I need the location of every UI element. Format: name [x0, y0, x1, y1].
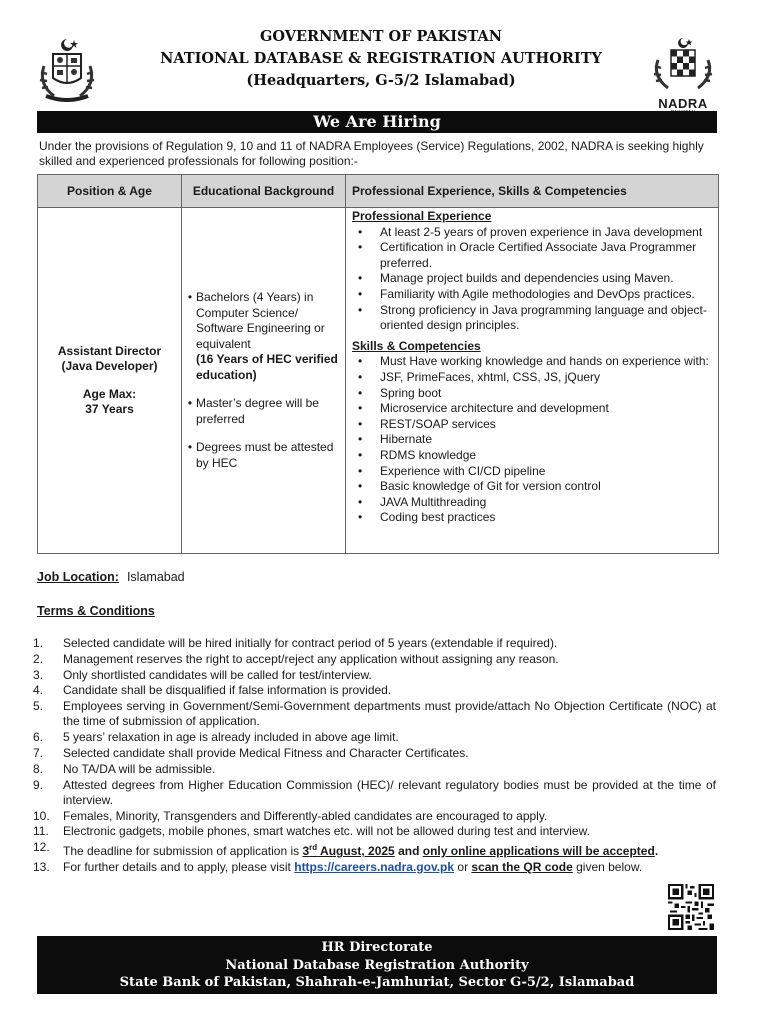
- term-text: Management reserves the right to accept/reject any application without assigning any reason.: [63, 651, 559, 666]
- experience-item: Strong proficiency in Java programming language and object-oriented design principles.: [380, 302, 707, 333]
- term-number: 11.: [33, 824, 49, 839]
- list-item: [33, 636, 716, 651]
- term-text-deadline: [63, 840, 716, 859]
- bullet-icon: •: [358, 354, 363, 369]
- list-item: [33, 809, 716, 824]
- bullet-icon: •: [358, 463, 363, 478]
- term-text: Females, Minority, Transgenders and Differently-abled candidates are encouraged to apply.: [63, 808, 548, 823]
- bullet-icon: •: [187, 396, 193, 410]
- experience-item: Certification in Oracle Certified Associate Java Programmer preferred.: [380, 240, 697, 270]
- apply-end: given below.: [572, 859, 643, 874]
- term-number: 5.: [33, 699, 44, 714]
- job-location-value: Islamabad: [126, 570, 185, 584]
- header-government-title: GOVERNMENT OF PAKISTAN: [260, 28, 502, 45]
- nadra-logo-text: NADRA: [658, 96, 708, 111]
- list-item: [352, 225, 716, 241]
- bullet-icon: •: [187, 440, 193, 454]
- skill-item: Microservice architecture and development: [380, 401, 609, 416]
- list-item: [33, 778, 716, 808]
- skill-item: Experience with CI/CD pipeline: [380, 463, 546, 478]
- list-item: [33, 668, 716, 683]
- list-item: [352, 370, 716, 386]
- apply-pre: For further details and to apply, please visit: [63, 859, 295, 874]
- list-item: [352, 401, 716, 417]
- age-value: 37 Years: [85, 402, 134, 416]
- list-item: [33, 824, 716, 839]
- intro-paragraph: Under the provisions of Regulation 9, 10 and 11 of NADRA Employees (Service) Regulations, 2002, NADRA is seeking highly skilled and experienced professionals for following position:-: [39, 139, 704, 168]
- bullet-icon: •: [358, 224, 363, 239]
- skill-item: Coding best practices: [380, 510, 496, 525]
- government-emblem-icon: [36, 36, 98, 102]
- deadline-mid: and: [394, 844, 423, 859]
- document-header: [0, 26, 762, 111]
- term-text: Candidate shall be disqualified if false information is provided.: [63, 683, 392, 698]
- experience-subheading: Professional Experience: [352, 209, 492, 223]
- bullet-icon: •: [358, 447, 363, 462]
- bullet-icon: •: [358, 401, 363, 416]
- qr-code-icon[interactable]: [668, 884, 714, 930]
- terms-list: [33, 636, 716, 876]
- position-table: [37, 174, 719, 554]
- list-item: [352, 432, 716, 448]
- list-item: [33, 746, 716, 761]
- footer-organization: National Database Registration Authority: [225, 957, 529, 973]
- term-number: 4.: [33, 683, 44, 698]
- skills-list: [352, 354, 716, 526]
- list-item: [352, 303, 716, 334]
- education-cell: [182, 208, 346, 554]
- terms-heading: Terms & Conditions: [37, 604, 155, 618]
- deadline-month-year: August, 2025: [317, 844, 395, 859]
- list-item: [33, 699, 716, 729]
- term-text: Selected candidate shall provide Medical Fitness and Character Certificates.: [63, 745, 469, 760]
- bullet-icon: •: [358, 240, 363, 255]
- job-location-label: Job Location:: [37, 570, 119, 584]
- bullet-icon: •: [358, 432, 363, 447]
- education-item-text: Degrees must be attested by HEC: [196, 440, 334, 470]
- list-item: [352, 495, 716, 511]
- list-item: [352, 354, 716, 370]
- list-item: [184, 396, 341, 427]
- header-education: Educational Background: [182, 175, 346, 208]
- experience-item: Familiarity with Agile methodologies and DevOps practices.: [380, 286, 695, 301]
- list-item: [33, 683, 716, 698]
- term-number: 7.: [33, 745, 44, 760]
- skill-item: Spring boot: [380, 385, 442, 400]
- list-item: [352, 479, 716, 495]
- skill-item: JAVA Multithreading: [380, 494, 487, 509]
- bullet-icon: •: [358, 416, 363, 431]
- term-text: Attested degrees from Higher Education Commission (HEC)/ relevant regulatory bodies must be provided at the time of interview.: [63, 777, 716, 807]
- deadline-date: [302, 844, 394, 858]
- table-header-row: [38, 175, 719, 208]
- bullet-icon: •: [358, 302, 363, 317]
- header-office-location: (Headquarters, G-5/2 Islamabad): [246, 72, 516, 89]
- deadline-day: 3: [302, 844, 310, 859]
- bullet-icon: •: [358, 271, 363, 286]
- list-item: [33, 860, 716, 875]
- term-number: 2.: [33, 651, 44, 666]
- experience-list: [352, 225, 716, 334]
- list-item: [352, 287, 716, 303]
- list-item: [352, 417, 716, 433]
- term-text: Selected candidate will be hired initially for contract period of 5 years (extendable if required).: [63, 636, 558, 650]
- footer-department: HR Directorate: [321, 940, 433, 955]
- skill-item: Basic knowledge of Git for version control: [380, 479, 601, 494]
- term-number: 1.: [33, 636, 44, 650]
- term-text: Electronic gadgets, mobile phones, smart watches etc. will not be allowed during test and interview.: [63, 824, 590, 839]
- bullet-icon: •: [358, 286, 363, 301]
- deadline-day-suffix: rd: [309, 843, 318, 853]
- term-text-apply: [63, 860, 716, 875]
- job-location: [37, 570, 185, 584]
- skill-item: RDMS knowledge: [380, 447, 477, 462]
- list-item: [33, 730, 716, 745]
- skill-item: REST/SOAP services: [380, 416, 496, 431]
- education-item-bold: (16 Years of HEC verified education): [196, 352, 338, 382]
- footer-contact-bar: [37, 936, 717, 994]
- scan-qr-note: scan the QR code: [471, 859, 573, 874]
- list-item: [352, 240, 716, 271]
- term-number: 12.: [33, 840, 50, 855]
- age-label: Age Max:: [82, 387, 137, 401]
- header-authority-title: NATIONAL DATABASE & REGISTRATION AUTHORITY: [160, 50, 602, 67]
- list-item: [33, 762, 716, 777]
- term-number: 9.: [33, 777, 44, 792]
- term-number: 13.: [33, 859, 50, 874]
- experience-item: At least 2-5 years of proven experience in Java development: [380, 224, 703, 239]
- header-position-age: Position & Age: [38, 175, 182, 208]
- term-number: 6.: [33, 730, 44, 745]
- list-item: [352, 464, 716, 480]
- nadra-logo: [646, 36, 720, 110]
- deadline-end: .: [654, 844, 659, 859]
- bullet-icon: •: [358, 369, 363, 384]
- term-number: 3.: [33, 667, 44, 682]
- skill-item: Hibernate: [380, 432, 433, 447]
- careers-link[interactable]: https://careers.nadra.gov.pk: [294, 859, 455, 874]
- list-item: [352, 510, 716, 526]
- header-experience: Professional Experience, Skills & Competencies: [346, 175, 719, 208]
- list-item: [352, 386, 716, 402]
- term-number: 8.: [33, 761, 44, 776]
- experience-item: Manage project builds and dependencies using Maven.: [380, 271, 674, 286]
- position-subtitle: (Java Developer): [61, 359, 158, 373]
- deadline-pre: The deadline for submission of application is: [63, 844, 303, 859]
- bullet-icon: •: [358, 510, 363, 525]
- list-item: [352, 271, 716, 287]
- online-only-note: only online applications will be accepted: [422, 844, 655, 859]
- education-item-text: Bachelors (4 Years) in Computer Science/ Software Engineering or equivalent: [196, 290, 325, 351]
- term-text: No TA/DA will be admissible.: [63, 761, 216, 776]
- list-item: [184, 440, 341, 471]
- experience-cell: [346, 208, 719, 554]
- bullet-icon: •: [358, 479, 363, 494]
- skill-item: JSF, PrimeFaces, xhtml, CSS, JS, jQuery: [380, 369, 601, 384]
- bullet-icon: •: [187, 290, 193, 304]
- bullet-icon: •: [358, 385, 363, 400]
- hiring-banner: We Are Hiring: [37, 111, 717, 133]
- term-number: 10.: [33, 808, 50, 823]
- term-text: 5 years’ relaxation in age is already included in above age limit.: [63, 730, 399, 745]
- table-row: [38, 208, 719, 554]
- education-item-text: Master’s degree will be preferred: [196, 396, 319, 426]
- position-cell: [38, 208, 182, 554]
- position-title: Assistant Director: [57, 344, 162, 358]
- term-text: Only shortlisted candidates will be called for test/interview.: [63, 667, 372, 682]
- footer-address: State Bank of Pakistan, Shahrah-e-Jamhuriat, Sector G-5/2, Islamabad: [119, 975, 635, 990]
- bullet-icon: •: [358, 494, 363, 509]
- apply-mid: or: [454, 859, 472, 874]
- skills-subheading: Skills & Competencies: [352, 338, 481, 353]
- term-text: Employees serving in Government/Semi-Government departments must provide/attach No Objection Certificate (NOC) at the time of submission of application.: [63, 699, 716, 729]
- skill-item: Must Have working knowledge and hands on experience with:: [380, 354, 709, 369]
- list-item: [184, 290, 341, 383]
- nadra-emblem-icon: [646, 36, 720, 92]
- list-item: [352, 448, 716, 464]
- list-item: [33, 652, 716, 667]
- list-item: [33, 840, 716, 859]
